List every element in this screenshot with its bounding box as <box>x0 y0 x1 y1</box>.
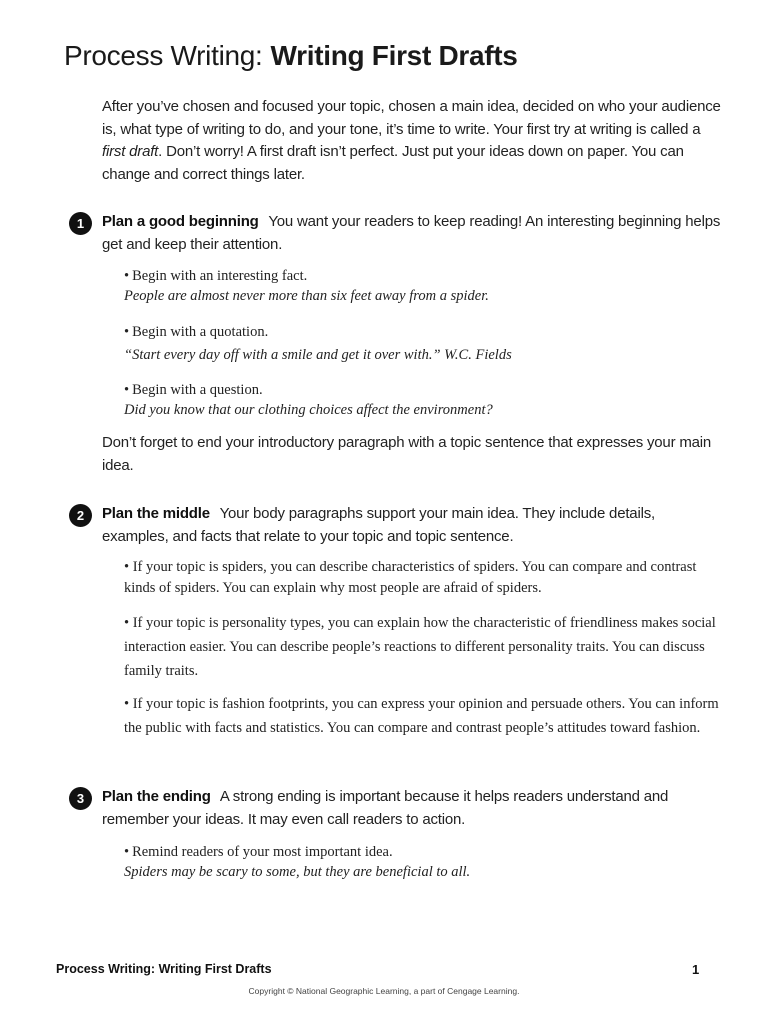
section-1-number-badge: 1 <box>69 212 92 235</box>
bullet-item <box>124 380 720 420</box>
bullet-item <box>124 557 720 599</box>
section-3-heading: Plan the ending <box>102 788 211 805</box>
bullet-text: Begin with an interesting fact. <box>132 268 308 284</box>
section-1-heading: Plan a good beginning <box>102 213 259 230</box>
page-title <box>64 40 518 72</box>
section-1-closing: Don’t forget to end your introductory paragraph with a topic sentence that expresses your main idea. <box>102 434 712 474</box>
copyright-notice: Copyright © National Geographic Learning, a part of Cengage Learning. <box>248 986 520 996</box>
section-2-text: Your body paragraphs support your main idea. They include details, examples, and facts that relate to your topic and topic sentence. <box>102 505 655 545</box>
intro-italic-term: first draft <box>102 143 159 160</box>
section-3-text: A strong ending is important because it helps readers understand and remember your ideas. It may even call readers to action. <box>102 788 669 828</box>
bullet-item <box>124 322 720 365</box>
section-2-intro <box>102 503 722 548</box>
bullet-icon: • <box>124 559 130 575</box>
bullet-text: If your topic is personality types, you can explain how the characteristic of friendliness makes social interaction easier. You can describe people’s reactions to different personality traits. You can discuss family traits. <box>124 615 716 679</box>
bullet-item <box>124 266 720 306</box>
bullet-icon: • <box>124 324 130 340</box>
bullet-icon: • <box>124 696 130 712</box>
bullet-icon: • <box>124 268 130 284</box>
bullet-item <box>124 611 720 683</box>
bullet-icon: • <box>124 615 130 631</box>
section-3-number-badge: 3 <box>69 787 92 810</box>
bullet-example: People are almost never more than six feet away from a spider. <box>124 288 489 304</box>
bullet-icon: • <box>124 844 130 860</box>
section-3-intro <box>102 786 722 831</box>
intro-text-start: After you’ve chosen and focused your topic, chosen a main idea, decided on who your audience is, what type of writing to do, and your tone, it’s time to write. Your first try at writing is called a <box>102 98 721 138</box>
section-1-intro <box>102 211 722 256</box>
title-prefix: Process Writing: <box>64 40 263 71</box>
bullet-text: Remind readers of your most important idea. <box>132 844 393 860</box>
bullet-text: Begin with a question. <box>132 382 263 398</box>
bullet-text: If your topic is fashion footprints, you can express your opinion and persuade others. You can inform the public with facts and statistics. You can compare and contrast people’s attitudes toward fashion. <box>124 696 719 736</box>
bullet-item <box>124 842 720 882</box>
bullet-example: Did you know that our clothing choices affect the environment? <box>124 402 493 418</box>
section-2-heading: Plan the middle <box>102 505 210 522</box>
bullet-icon: • <box>124 382 130 398</box>
bullet-item <box>124 692 720 740</box>
title-main: Writing First Drafts <box>270 40 518 71</box>
bullet-example: Spiders may be scary to some, but they are beneficial to all. <box>124 864 471 880</box>
footer-title: Process Writing: Writing First Drafts <box>56 962 272 976</box>
bullet-text: Begin with a quotation. <box>132 324 269 340</box>
intro-text-end: . Don’t worry! A first draft isn’t perfect. Just put your ideas down on paper. You can change and correct things later. <box>102 143 684 183</box>
page-number: 1 <box>692 962 700 977</box>
intro-paragraph <box>102 96 722 186</box>
bullet-text: If your topic is spiders, you can describe characteristics of spiders. You can compare and contrast kinds of spiders. You can explain why most people are afraid of spiders. <box>124 559 697 596</box>
section-2-number-badge: 2 <box>69 504 92 527</box>
bullet-example: “Start every day off with a smile and get it over with.” W.C. Fields <box>124 347 512 363</box>
section-1-text: You want your readers to keep reading! An interesting beginning helps get and keep their attention. <box>102 213 721 253</box>
